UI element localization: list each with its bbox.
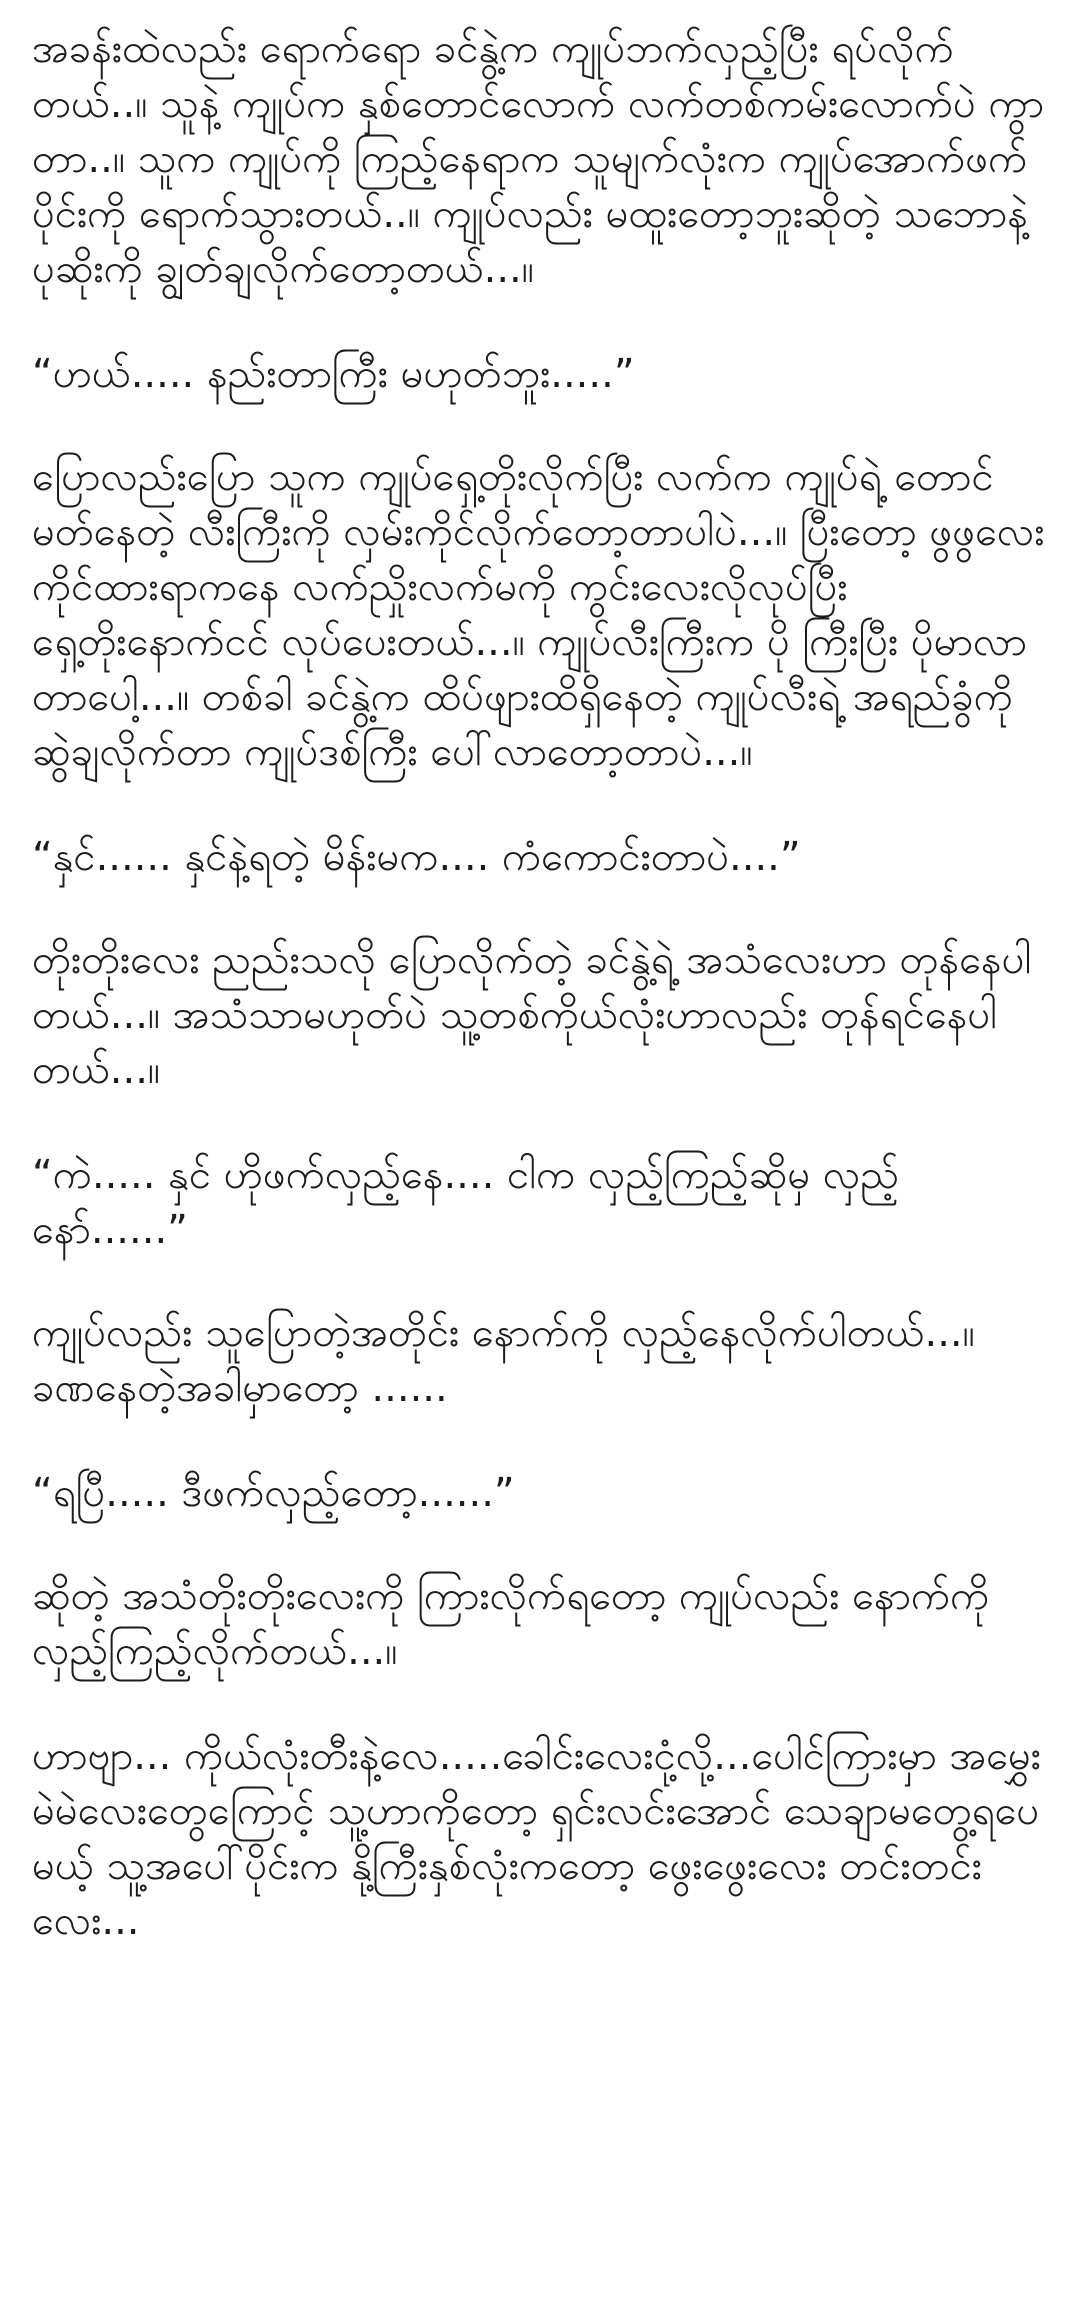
dialogue-4: “ရပြီ..... ဒီဖက်လှည့်တော့......” — [32, 1470, 515, 1516]
paragraph-6: ဟာဗျာ... ကိုယ်လုံးတီးနဲ့လေ.....ခေါင်းလေးငုံ့လို့...ပေါင်ကြားမှာ အမွှေးမဲမဲလေးတွေကြောင့် သူ့ဟာကိုတော့ ရှင်းလင်းအောင် သေချာမတွေ့ရပေမယ့် သူ့အပေါ်ပိုင်းက နို့ကြီးနှစ်လုံးကတော့ ဖွေးဖွေးလေး တင်းတင်းလေး... — [32, 1733, 1041, 1944]
dialogue-3: “ကဲ..... နှင် ဟိုဖက်လှည့်နေ.... ငါက လှည့်ကြည့်ဆိုမှ လှည့်နော်......” — [32, 1152, 900, 1253]
dialogue-2: “နှင်...... နှင်နဲ့ရတဲ့ မိန်းမက.... ကံကောင်းတာပဲ....” — [32, 834, 801, 880]
paragraph-3: တိုးတိုးလေး ညည်းသလို ပြောလိုက်တဲ့ ခင်နွဲ့ရဲ့ အသံလေးဟာ တုန်နေပါတယ်...။ အသံသာမဟုတ်ပဲ သူ့တစ်ကိုယ်လုံးဟာလည်း တုန်ရင်နေပါတယ်...။ — [32, 937, 1032, 1093]
dialogue-1: “ဟယ်..... နည်းတာကြီး မဟုတ်ဘူး.....” — [32, 351, 635, 397]
paragraph-5: ဆိုတဲ့ အသံတိုးတိုးလေးကို ကြားလိုက်ရတော့ ကျုပ်လည်း နောက်ကို လှည့်ကြည့်လိုက်တယ်...။ — [32, 1573, 990, 1674]
paragraph-1: အခန်းထဲလည်း ရောက်ရော ခင်နွဲ့က ကျုပ်ဘက်လှည့်ပြီး ရပ်လိုက်တယ်..။ သူနဲ့ ကျုပ်က နှစ်တောင်လောက် လက်တစ်ကမ်းလောက်ပဲ ကွာတာ..။ သူက ကျုပ်ကို ကြည့်နေရာက သူမျက်လုံးက ကျုပ်အောက်ဖက်ပိုင်းကို ရောက်သွားတယ်..။ ကျုပ်လည်း မထူးတော့ဘူးဆိုတဲ့ သဘောနဲ့ ပုဆိုးကို ချွတ်ချလိုက်တော့တယ်...။ — [32, 26, 1045, 292]
paragraph-2: ပြောလည်းပြော သူက ကျုပ်ရှေ့တိုးလိုက်ပြီး လက်က ကျုပ်ရဲ့ တောင်မတ်နေတဲ့ လီးကြီးကို လှမ်းကိုင်လိုက်တော့တာပါပဲ...။ ပြီးတော့ ဖွဖွလေး ကိုင်ထားရာကနေ လက်ညှိုးလက်မကို ကွင်းလေးလိုလုပ်ပြီး ရှေ့တိုးနောက်ငင် လုပ်ပေးတယ်...။ ကျုပ်လီးကြီးက ပို ကြီးပြီး ပိုမာလာတာပေါ့...။ တစ်ခါ ခင်နွဲ့က ထိပ်ဖျားထိရှိနေတဲ့ ကျုပ်လီးရဲ့ အရည်ခွံကို ဆွဲချလိုက်တာ ကျုပ်ဒစ်ကြီး ပေါ်လာတော့တာပဲ...။ — [32, 454, 1045, 775]
paragraph-4: ကျုပ်လည်း သူပြောတဲ့အတိုင်း နောက်ကို လှည့်နေလိုက်ပါတယ်...။ ခဏနေတဲ့အခါမှာတော့ ...... — [32, 1310, 975, 1411]
